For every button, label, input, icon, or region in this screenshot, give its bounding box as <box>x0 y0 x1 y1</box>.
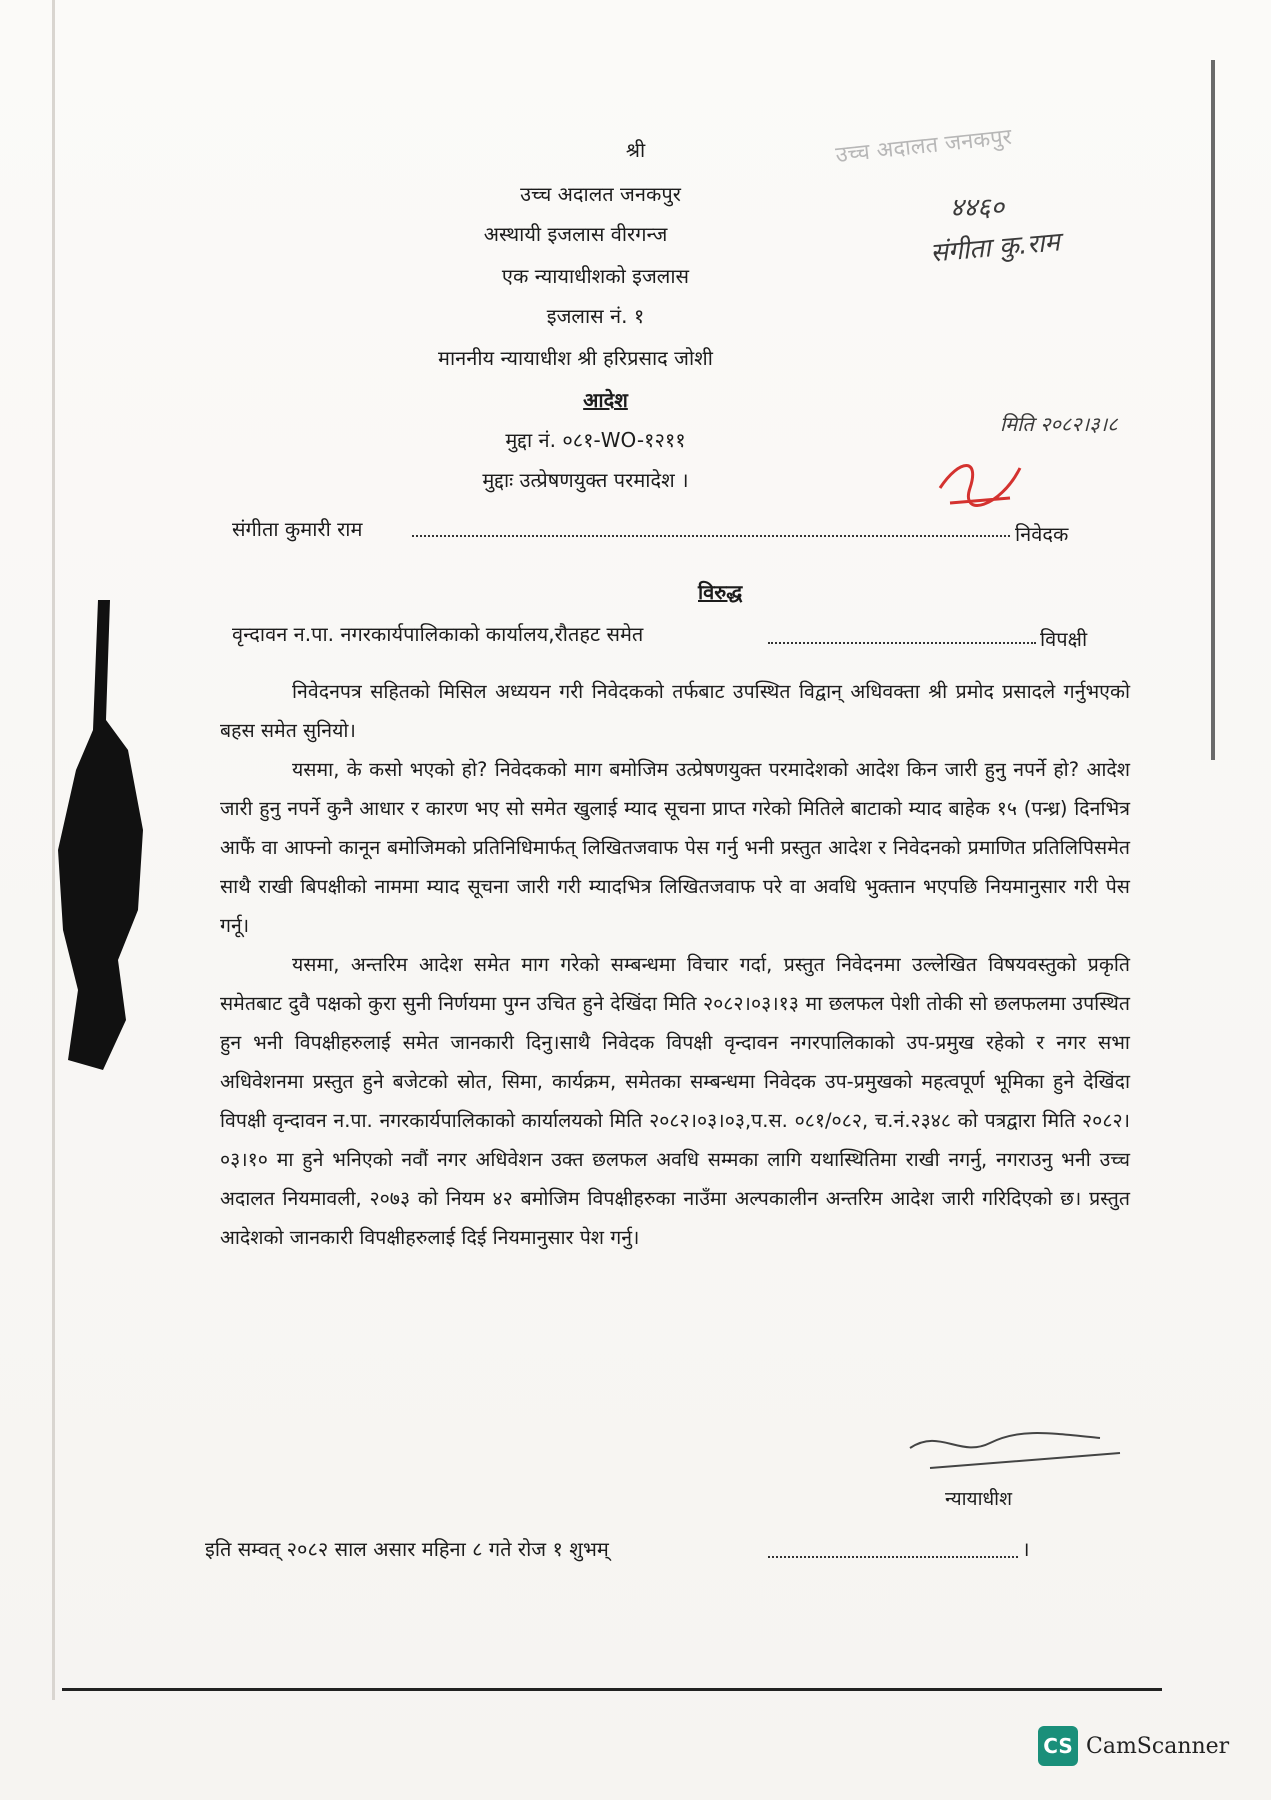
petitioner-label: निवेदक <box>1015 522 1069 546</box>
redaction-mark <box>58 600 148 1070</box>
page-edge-border <box>1211 60 1215 760</box>
order-title: आदेश <box>583 388 628 412</box>
case-number: मुद्दा नं. ०८१-WO-१२११ <box>505 428 686 452</box>
petitioner-dots <box>412 535 1010 537</box>
stamp-text: उच्च अदालत जनकपुर <box>834 124 1013 169</box>
court-name: उच्च अदालत जनकपुर <box>520 182 681 206</box>
respondent-name: वृन्दावन न.पा. नगरकार्यपालिकाको कार्यालय,रौतहट समेत <box>232 622 644 646</box>
paragraph-1: निवेदनपत्र सहितको मिसिल अध्ययन गरी निवेदकको तर्फबाट उपस्थित विद्वान् अधिवक्ता श्री प्रमोद प्रसादले गर्नुभएको बहस समेत सुनियो। <box>220 680 1130 742</box>
judge-signature-icon <box>900 1418 1140 1488</box>
handwritten-reg-no: ४४६० <box>950 193 1005 223</box>
camscanner-brand: CamScanner <box>1086 1733 1230 1759</box>
paragraph-3: यसमा, अन्तरिम आदेश समेत माग गरेको सम्बन्धमा विचार गर्दा, प्रस्तुत निवेदनमा उल्लेखित विषयवस्तुको प्रकृति समेतबाट दुवै पक्षको कुरा सुनी निर्णयमा पुग्न उचित हुने देखिंदा मिति २०८२।०३।१३ मा छलफल पेशी तोकी सो छलफलमा उपस्थित हुन भनी विपक्षीहरुलाई समेत जानकारी दिनु।साथै निवेदक विपक्षी वृन्दावन नगरपालिकाको उप-प्रमुख रहेको र नगर सभा अधिवेशनमा प्रस्तुत हुने बजेटको स्रोत, सिमा, कार्यक्रम, समेतका सम्बन्धमा निवेदक उप-प्रमुखको महत्वपूर्ण भूमिका हुने देखिंदा विपक्षी वृन्दावन न.पा. नगरकार्यपालिकाको कार्यालयको मिति २०८२।०३।०३,प.स. ०८१/०८२, च.नं.२३४८ को पत्रद्वारा मिति २०८२।०३।१० मा हुने भनिएको नवौं नगर अधिवेशन उक्त छलफल अवधि सम्मका लागि यथास्थितिमा राखी नगर्नु, नगराउनु भनी उच्च अदालत नियमावली, २०७३ को नियम ४२ बमोजिम विपक्षीहरुका नाउँमा अल्पकालीन अन्तरिम आदेश जारी गरिदिएको छ। प्रस्तुत आदेशको जानकारी विपक्षीहरुलाई दिई नियमानुसार पेश गर्नु। <box>220 953 1130 1249</box>
shri: श्री <box>625 138 646 162</box>
temporary-bench: अस्थायी इजलास वीरगन्ज <box>483 222 668 246</box>
date-line-end: । <box>1022 1537 1030 1561</box>
camscanner-logo-icon: CS <box>1038 1726 1078 1766</box>
date-line: इति सम्वत् २०८२ साल असार महिना ८ गते रोज १ शुभम् <box>205 1537 609 1561</box>
handwritten-date-note: मिति २०८२।३।८ <box>1000 412 1118 436</box>
bottom-rule <box>62 1688 1162 1691</box>
versus-heading: विरुद्ध <box>698 580 743 604</box>
signature-title: न्यायाधीश <box>945 1488 1013 1510</box>
page-edge-shadow <box>52 0 55 1700</box>
respondent-dots <box>768 642 1036 644</box>
order-body <box>220 672 1130 1257</box>
petitioner-name: संगीता कुमारी राम <box>232 517 363 541</box>
handwritten-name-note: संगीता कु.राम <box>929 227 1062 269</box>
single-judge-bench: एक न्यायाधीशको इजलास <box>501 264 690 288</box>
judge-name: माननीय न्यायाधीश श्री हरिप्रसाद जोशी <box>438 346 713 370</box>
bench-number: इजलास नं. १ <box>546 304 645 328</box>
paragraph-2: यसमा, के कसो भएको हो? निवेदकको माग बमोजिम उत्प्रेषणयुक्त परमादेशको आदेश किन जारी हुनु नपर्ने हो? आदेश जारी हुनु नपर्ने कुनै आधार र कारण भए सो समेत खुलाई म्याद सूचना प्राप्त गरेको मितिले बाटाको म्याद बाहेक १५ (पन्ध्र) दिनभित्र आफैं वा आफ्नो कानून बमोजिमको प्रतिनिधिमार्फत् लिखितजवाफ पेस गर्नु भनी प्रस्तुत आदेश र निवेदनको प्रमाणित प्रतिलिपिसमेत साथै राखी बिपक्षीको नाममा म्याद सूचना जारी गरी म्यादभित्र लिखितजवाफ परे वा अवधि भुक्तान भएपछि नियमानुसार गरी पेस गर्नू। <box>220 758 1130 937</box>
camscanner-watermark <box>1038 1726 1229 1766</box>
respondent-label: विपक्षी <box>1040 627 1088 651</box>
case-type: मुद्दाः उत्प्रेषणयुक्त परमादेश । <box>482 468 689 492</box>
date-line-dots <box>768 1556 1018 1558</box>
